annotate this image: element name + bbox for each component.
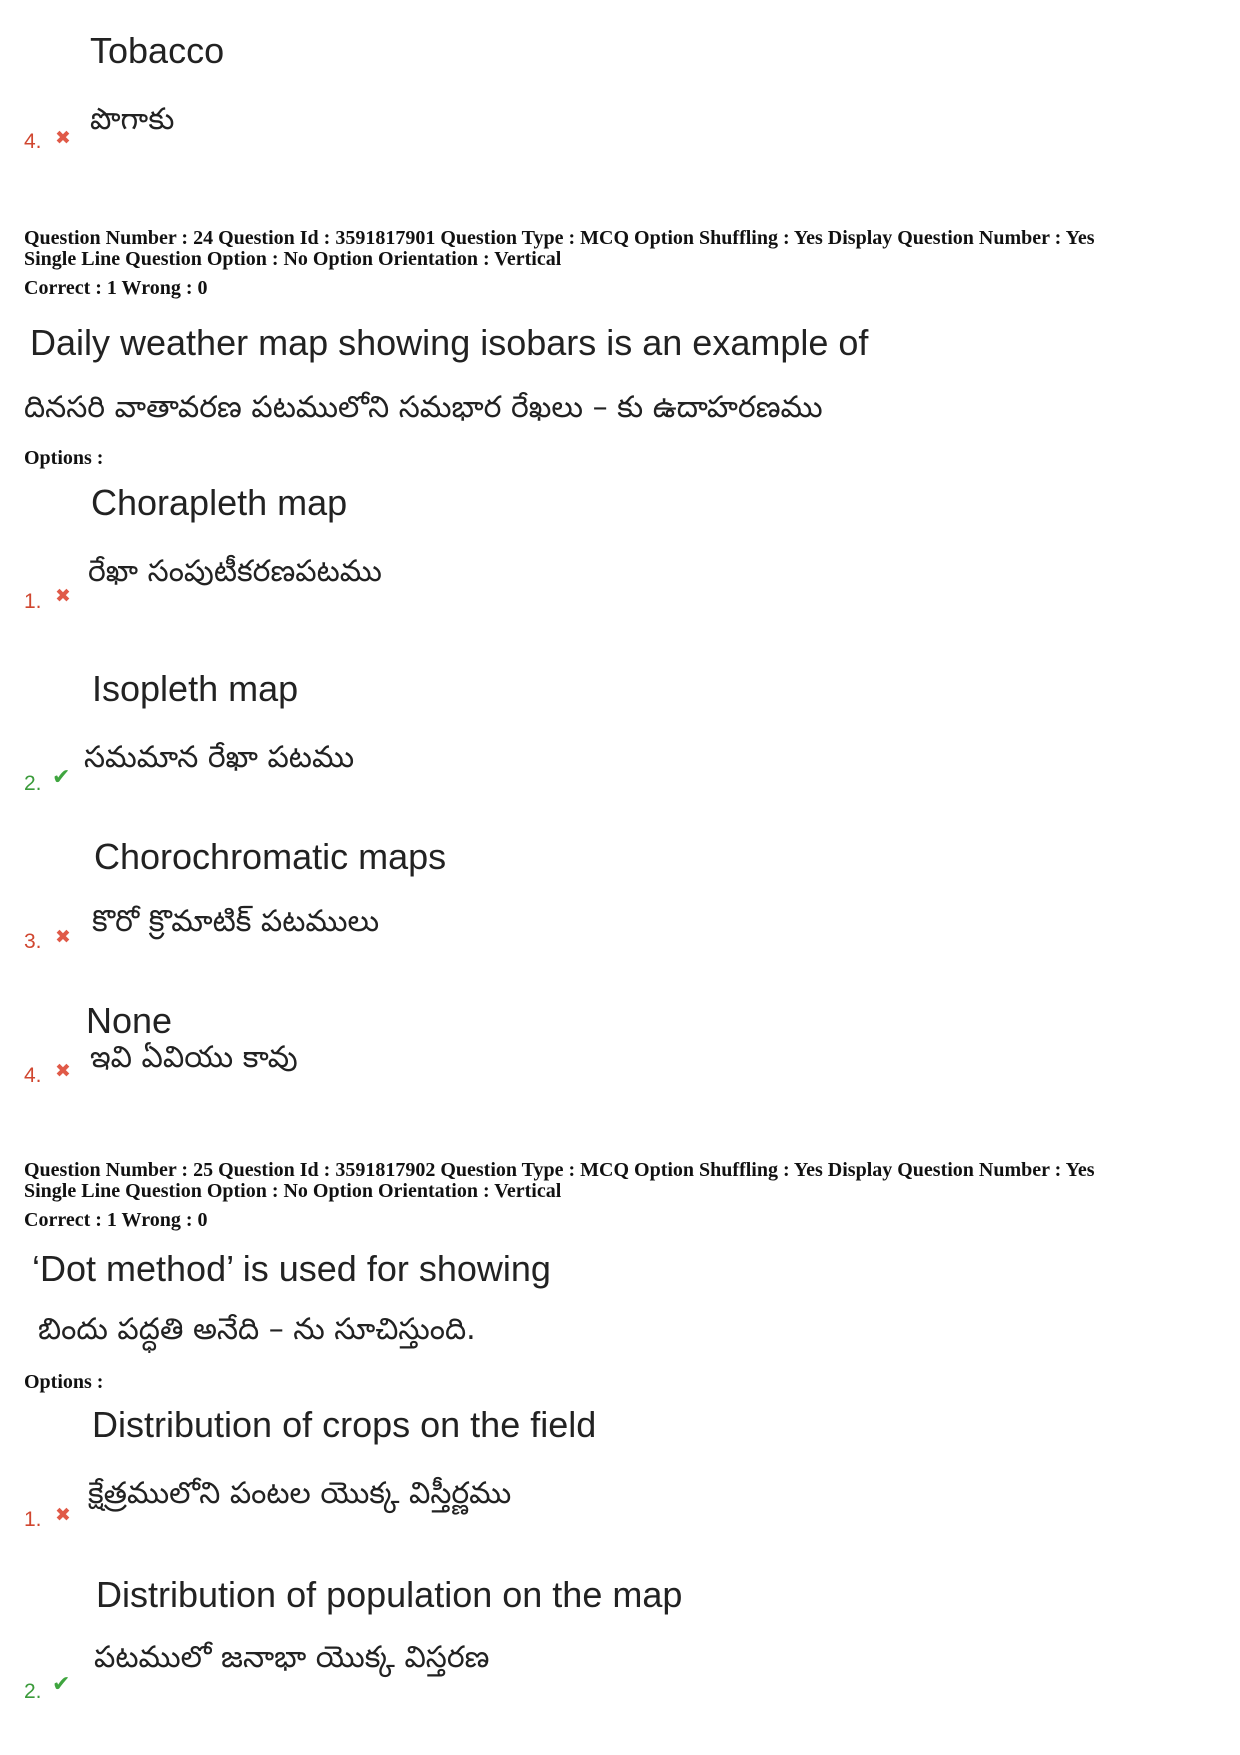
options-label: Options :	[24, 1371, 104, 1393]
option-telugu-text: రేఖా సంపుటీకరణపటము	[88, 554, 382, 589]
option-telugu-text: పొగాకు	[90, 102, 175, 137]
question-marks: Correct : 1 Wrong : 0	[24, 1209, 208, 1231]
wrong-mark-icon: ✖	[55, 1060, 71, 1082]
question-meta-line-2: Single Line Question Option : No Option Orientation : Vertical	[24, 248, 562, 270]
question-meta-line-1: Question Number : 25 Question Id : 3591817902 Question Type : MCQ Option Shuffling : Yes Display Question Number : Yes	[24, 1159, 1095, 1181]
question-meta-line-1: Question Number : 24 Question Id : 3591817901 Question Type : MCQ Option Shuffling : Yes Display Question Number : Yes	[24, 227, 1095, 249]
option-number: 1.	[24, 590, 42, 613]
option-number: 3.	[24, 930, 42, 953]
check-mark-icon: ✔	[52, 765, 71, 790]
options-label: Options :	[24, 447, 104, 469]
wrong-mark-icon: ✖	[55, 127, 71, 149]
option-english-text: Chorochromatic maps	[94, 836, 447, 877]
option-number: 2.	[24, 772, 42, 795]
option-telugu-text: కొరో క్రొమాటిక్ పటములు	[92, 904, 380, 939]
question-english-text: ‘Dot method’ is used for showing	[32, 1248, 551, 1289]
option-telugu-text: సమమాన రేఖా పటము	[84, 740, 355, 775]
question-marks: Correct : 1 Wrong : 0	[24, 277, 208, 299]
option-telugu-text: పటములో జనాభా యొక్క విస్తరణ	[94, 1640, 490, 1675]
option-number: 4.	[24, 130, 42, 153]
option-english-text: None	[86, 1000, 173, 1041]
check-mark-icon: ✔	[52, 1672, 71, 1697]
option-english-text: Distribution of crops on the field	[92, 1404, 597, 1445]
question-meta-line-2: Single Line Question Option : No Option Orientation : Vertical	[24, 1180, 562, 1202]
option-telugu-text: క్షేత్రములోని పంటల యొక్క విస్తీర్ణము	[88, 1476, 512, 1511]
wrong-mark-icon: ✖	[55, 1504, 71, 1526]
option-english-text: Tobacco	[90, 30, 225, 71]
option-english-text: Chorapleth map	[91, 482, 348, 523]
option-number: 2.	[24, 1680, 42, 1703]
option-number: 4.	[24, 1064, 42, 1087]
wrong-mark-icon: ✖	[55, 585, 71, 607]
question-telugu-text: బిందు పద్ధతి అనేది – ను సూచిస్తుంది.	[38, 1312, 476, 1347]
option-number: 1.	[24, 1508, 42, 1531]
option-telugu-text: ఇవి ఏవియు కావు	[90, 1040, 298, 1075]
wrong-mark-icon: ✖	[55, 926, 71, 948]
question-telugu-text: దినసరి వాతావరణ పటములోని సమభార రేఖలు – కు ఉదాహరణము	[24, 390, 823, 425]
option-english-text: Distribution of population on the map	[96, 1574, 683, 1615]
option-english-text: Isopleth map	[92, 668, 299, 709]
question-english-text: Daily weather map showing isobars is an example of	[30, 322, 869, 363]
